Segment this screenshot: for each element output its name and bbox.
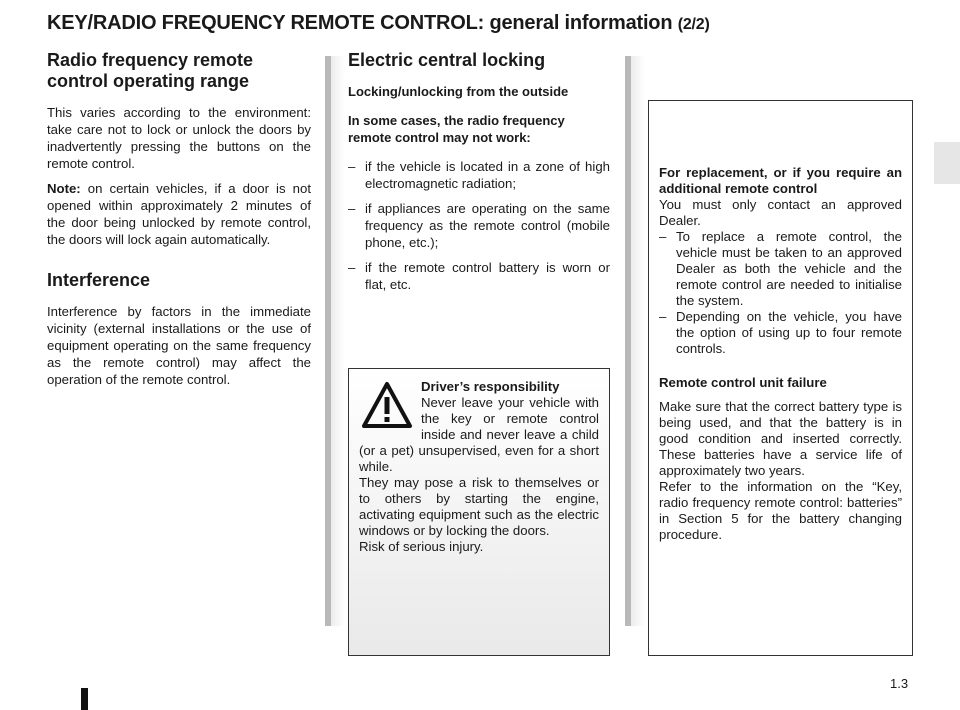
list-item: – if appliances are operating on the same frequency as the remote control (mobile phone, etc.);	[348, 200, 610, 251]
operating-range-paragraph: This varies according to the environment: take care not to lock or unlock the doors by inadvertently pressing the buttons on the remote control.	[47, 105, 311, 171]
column-divider-left-shadow	[331, 56, 345, 626]
replacement-text: You must only contact an approved Dealer.	[659, 197, 902, 228]
driver-responsibility-warning	[348, 368, 610, 656]
replacement-info-box	[648, 100, 913, 656]
failure-heading: Remote control unit failure	[659, 375, 827, 390]
warning-title: Driver’s responsibility	[421, 379, 560, 394]
interference-heading: Interference	[47, 270, 151, 290]
warning-text-1: Never leave your vehicle with the key or remote control inside and never leave a child (or a pet) unsupervised, even for a short while.	[359, 395, 599, 474]
outside-locking-subheading: Locking/unlocking from the outside	[348, 84, 569, 99]
column-left	[47, 50, 311, 396]
central-locking-heading: Electric central locking	[348, 50, 546, 70]
list-item: – To replace a remote control, the vehicle must be taken to an approved Dealer as both the vehicle and the remote control are needed to initialise the system.	[659, 229, 902, 309]
page-number: 1.3	[890, 676, 909, 691]
failure-text-1: Make sure that the correct battery type is being used, and that the battery is in good condition and inserted correctly. These batteries have a service life of approximately two years.	[659, 399, 902, 478]
interference-paragraph: Interference by factors in the immediate vicinity (external installations or the use of equipment operating on the same frequency as the remote control) may affect the operation of the remote control.	[47, 304, 311, 387]
page-title-text: KEY/RADIO FREQUENCY REMOTE CONTROL: general information	[47, 12, 673, 34]
operating-range-note	[47, 180, 311, 248]
may-not-work-lead: In some cases, the radio frequency remote control may not work:	[348, 113, 565, 145]
warning-text-3: Risk of serious injury.	[359, 539, 484, 554]
note-text: on certain vehicles, if a door is not opened within approximately 2 minutes of the door being unlocked by remote control, the doors will lock again automatically.	[47, 181, 311, 247]
section-side-tab	[934, 142, 960, 184]
warning-text-2: They may pose a risk to themselves or to others by starting the engine, activating equipment such as the electric windows or by locking the doors.	[359, 475, 599, 538]
may-not-work-list	[348, 158, 610, 293]
list-item: – if the remote control battery is worn or flat, etc.	[348, 259, 610, 293]
page-title-suffix: (2/2)	[677, 16, 710, 33]
replacement-list	[659, 229, 902, 357]
corner-crop-mark	[81, 688, 88, 710]
page-title	[47, 12, 710, 35]
warning-triangle-icon	[361, 381, 413, 429]
column-divider-right-shadow	[631, 56, 645, 626]
section-gap	[47, 256, 311, 270]
failure-text-2: Refer to the information on the “Key, radio frequency remote control: batteries” in Section 5 for the battery changing procedure.	[659, 479, 902, 542]
list-item: – Depending on the vehicle, you have the option of using up to four remote controls.	[659, 309, 902, 357]
note-label: Note:	[47, 181, 81, 196]
list-item: – if the vehicle is located in a zone of high electromagnetic radiation;	[348, 158, 610, 192]
operating-range-heading: Radio frequency remote control operating range	[47, 50, 254, 91]
column-middle	[348, 50, 610, 301]
replacement-title: For replacement, or if you require an additional remote control	[659, 165, 902, 196]
